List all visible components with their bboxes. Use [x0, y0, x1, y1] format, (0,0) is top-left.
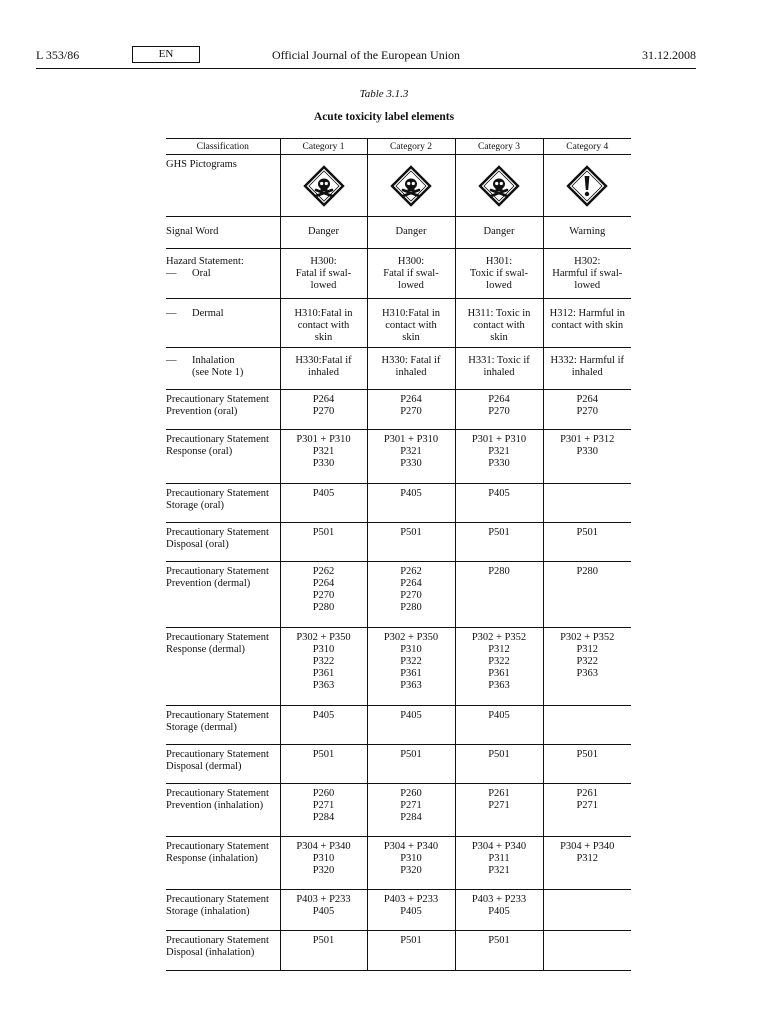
cell-line: P304 + P340 — [560, 841, 615, 852]
table-cell — [455, 562, 543, 628]
cell-line: P262 — [312, 566, 335, 577]
cell-line: P312 — [576, 853, 599, 864]
cell-line: P361 — [488, 668, 510, 679]
cell-line: P501 — [400, 935, 422, 946]
cell-line: P310 — [312, 853, 335, 864]
cell-line: H300: — [397, 256, 425, 267]
table-cell — [280, 484, 367, 523]
page-header — [36, 44, 696, 68]
cell-line: P304 + P340 — [296, 841, 351, 852]
cell-line: Prevention (inhalation) — [166, 800, 264, 811]
table-cell — [367, 562, 455, 628]
column-header: Category 2 — [367, 139, 455, 155]
table-cell — [280, 628, 367, 706]
cell-line: inhaled — [395, 367, 427, 378]
table-cell — [455, 784, 543, 837]
table-cell — [543, 784, 631, 837]
column-header: Classification — [166, 139, 280, 155]
row-label — [166, 628, 280, 706]
cell-line: P405 — [400, 906, 422, 917]
cell-line: P501 — [312, 527, 335, 538]
cell-line: P304 + P340 — [383, 841, 439, 852]
cell-line: Fatal if swal- — [295, 268, 352, 279]
table-cell — [367, 523, 455, 562]
cell-line: P270 — [576, 406, 599, 417]
cell-line: skin — [490, 332, 508, 343]
table-title: Acute toxicity label elements — [313, 111, 455, 123]
cell-line: P312 — [576, 644, 599, 655]
cell-line: H311: Toxic in — [467, 308, 531, 319]
cell-line: Precautionary Statement — [166, 527, 269, 538]
hazard-dermal-row — [166, 299, 631, 348]
table-cell: Warning — [543, 217, 631, 249]
cell-line: P405 — [400, 488, 422, 499]
table-cell — [455, 745, 543, 784]
cell-line: P321 — [312, 446, 335, 457]
cell-line: P363 — [576, 668, 599, 679]
cell-line: P262 — [400, 566, 422, 577]
cell-line: contact with skin — [551, 320, 624, 331]
dash: — — [166, 268, 177, 279]
table-cell — [455, 890, 543, 931]
cell-line: P403 + P233 — [471, 894, 527, 905]
precautionary-row — [166, 523, 631, 562]
cell-line: Storage (oral) — [166, 500, 225, 511]
cell-line: P320 — [400, 865, 422, 876]
row-label — [166, 745, 280, 784]
cell-line: P264 — [312, 394, 335, 405]
cell-line: H301: — [485, 256, 513, 267]
cell-line: P271 — [488, 800, 510, 811]
precautionary-row — [166, 931, 631, 971]
table-cell — [367, 299, 455, 348]
table-cell — [280, 931, 367, 971]
skull-crossbones-icon — [478, 165, 520, 207]
language-badge: EN — [132, 46, 200, 63]
table-cell — [367, 837, 455, 890]
cell-line: P405 — [400, 710, 422, 721]
cell-line: P312 — [488, 644, 510, 655]
table-cell — [367, 706, 455, 745]
cell-line: H330: Fatal if — [381, 355, 441, 366]
cell-line: P322 — [400, 656, 422, 667]
pictogram-cell — [455, 155, 543, 217]
cell-line: P405 — [312, 488, 335, 499]
table-cell — [280, 348, 367, 390]
row-label — [166, 430, 280, 484]
cell-line: P405 — [488, 710, 510, 721]
cell-line: Precautionary Statement — [166, 394, 269, 405]
cell-line: Prevention (dermal) — [166, 578, 251, 589]
cell-line: Precautionary Statement — [166, 566, 269, 577]
cell-line: P405 — [312, 906, 335, 917]
table-cell — [367, 628, 455, 706]
row-label: GHS Pictograms — [166, 155, 280, 217]
table-cell — [543, 931, 631, 971]
cell-line: P301 + P310 — [383, 434, 439, 445]
table-cell — [280, 784, 367, 837]
table-cell — [367, 890, 455, 931]
hazard-inhalation-row — [166, 348, 631, 390]
cell-line: H310:Fatal in — [381, 308, 441, 319]
table-number: Table 3.1.3 — [359, 88, 409, 100]
cell-line: P264 — [488, 394, 510, 405]
cell-line: Harmful if swal- — [552, 268, 623, 279]
cell-line: P301 + P310 — [296, 434, 351, 445]
cell-line: P270 — [488, 406, 510, 417]
journal-reference: L 353/86 — [36, 48, 80, 62]
table-cell — [367, 390, 455, 430]
cell-line: P260 — [400, 788, 422, 799]
publication-date: 31.12.2008 — [642, 48, 696, 62]
cell-line: P403 + P233 — [296, 894, 351, 905]
cell-line: Response (inhalation) — [166, 853, 258, 864]
cell-line: H310:Fatal in — [294, 308, 353, 319]
column-header: Category 1 — [280, 139, 367, 155]
cell-line: Precautionary Statement — [166, 632, 269, 643]
cell-line: P501 — [400, 749, 422, 760]
table-cell — [543, 430, 631, 484]
cell-line: lowed — [310, 280, 337, 291]
cell-line: P322 — [576, 656, 599, 667]
table-cell — [280, 890, 367, 931]
header-rule — [36, 68, 696, 69]
cell-line: P310 — [400, 853, 422, 864]
route-label: Inhalation — [192, 355, 235, 366]
precautionary-row — [166, 430, 631, 484]
table-cell — [280, 249, 367, 299]
table-cell — [367, 249, 455, 299]
row-label — [166, 390, 280, 430]
cell-line: P361 — [312, 668, 335, 679]
cell-line: P270 — [312, 406, 335, 417]
table-cell — [455, 249, 543, 299]
table-cell — [367, 745, 455, 784]
pictogram-cell — [367, 155, 455, 217]
cell-line: P501 — [488, 935, 510, 946]
row-label: Signal Word — [166, 217, 280, 249]
row-label — [166, 890, 280, 931]
table-cell — [543, 890, 631, 931]
column-header: Category 4 — [543, 139, 631, 155]
cell-line: P311 — [488, 853, 510, 864]
cell-line: inhaled — [483, 367, 515, 378]
cell-line: Disposal (dermal) — [166, 761, 242, 772]
route-label: Oral — [192, 268, 211, 279]
cell-line: P270 — [400, 406, 422, 417]
row-label — [166, 837, 280, 890]
cell-line: P320 — [312, 865, 335, 876]
table-cell — [280, 562, 367, 628]
precautionary-row — [166, 562, 631, 628]
table-cell — [280, 745, 367, 784]
pictogram-row — [166, 155, 631, 217]
table-cell — [455, 484, 543, 523]
cell-line: Precautionary Statement — [166, 749, 269, 760]
cell-line: P271 — [576, 800, 599, 811]
table-cell — [367, 931, 455, 971]
cell-line: P271 — [400, 800, 422, 811]
pictogram-cell — [543, 155, 631, 217]
table-cell — [543, 745, 631, 784]
row-label — [166, 784, 280, 837]
cell-line: P322 — [488, 656, 510, 667]
cell-line: P270 — [312, 590, 335, 601]
table-cell — [543, 249, 631, 299]
signal-word-row — [166, 217, 631, 249]
cell-line: P304 + P340 — [471, 841, 527, 852]
table-cell — [455, 706, 543, 745]
table-cell — [367, 784, 455, 837]
cell-line: P501 — [576, 527, 599, 538]
table-cell — [280, 523, 367, 562]
table-cell — [543, 390, 631, 430]
table-cell — [280, 390, 367, 430]
cell-line: P261 — [488, 788, 510, 799]
cell-line: P363 — [488, 680, 510, 691]
table-cell — [543, 562, 631, 628]
cell-line: lowed — [486, 280, 512, 291]
cell-line: lowed — [398, 280, 424, 291]
cell-line: P363 — [400, 680, 422, 691]
table-cell — [280, 299, 367, 348]
table-cell — [280, 430, 367, 484]
cell-line: Toxic if swal- — [469, 268, 529, 279]
cell-line: P284 — [312, 812, 335, 823]
cell-line: Disposal (inhalation) — [166, 947, 255, 958]
cell-line: P322 — [312, 656, 335, 667]
cell-line: P310 — [312, 644, 335, 655]
row-label — [166, 523, 280, 562]
cell-line: P363 — [312, 680, 335, 691]
cell-line: lowed — [574, 280, 601, 291]
precautionary-row — [166, 837, 631, 890]
hazard-oral-row — [166, 249, 631, 299]
cell-line: P260 — [312, 788, 335, 799]
cell-line: Response (dermal) — [166, 644, 246, 655]
cell-line: Storage (dermal) — [166, 722, 237, 733]
precautionary-row — [166, 628, 631, 706]
cell-line: Disposal (oral) — [166, 539, 229, 550]
cell-line: P264 — [576, 394, 599, 405]
dash: — — [166, 308, 177, 319]
row-label — [166, 706, 280, 745]
cell-line: Storage (inhalation) — [166, 906, 250, 917]
column-header: Category 3 — [455, 139, 543, 155]
cell-line: H302: — [574, 256, 601, 267]
route-label: Dermal — [192, 308, 224, 319]
cell-line: Precautionary Statement — [166, 788, 269, 799]
cell-line: Fatal if swal- — [383, 268, 439, 279]
skull-crossbones-icon — [390, 165, 432, 207]
cell-line: P405 — [312, 710, 335, 721]
cell-line: Precautionary Statement — [166, 710, 269, 721]
table-cell — [455, 390, 543, 430]
cell-line: P330 — [488, 458, 510, 469]
table-cell — [455, 837, 543, 890]
table-cell — [455, 430, 543, 484]
note-reference: (see Note 1) — [192, 367, 244, 378]
dash: — — [166, 355, 177, 366]
table-cell — [543, 348, 631, 390]
cell-line: H332: Harmful if — [550, 355, 624, 366]
cell-line: P302 + P350 — [296, 632, 351, 643]
precautionary-row — [166, 890, 631, 931]
cell-line: P403 + P233 — [383, 894, 439, 905]
row-label — [166, 348, 280, 390]
row-label — [166, 249, 280, 299]
pictogram-cell — [280, 155, 367, 217]
cell-line: P501 — [488, 527, 510, 538]
row-label — [166, 931, 280, 971]
cell-line: H300: — [310, 256, 337, 267]
cell-line: P264 — [400, 578, 422, 589]
journal-title: Official Journal of the European Union — [271, 48, 461, 62]
cell-line: P301 + P310 — [471, 434, 527, 445]
cell-line: contact with — [297, 320, 350, 331]
acute-toxicity-table — [166, 138, 631, 971]
cell-line: P301 + P312 — [560, 434, 615, 445]
row-label — [166, 484, 280, 523]
cell-line: P261 — [576, 788, 599, 799]
cell-line: Precautionary Statement — [166, 488, 269, 499]
table-cell — [367, 484, 455, 523]
cell-line: skin — [314, 332, 333, 343]
skull-crossbones-icon — [303, 165, 345, 207]
cell-line: P321 — [488, 865, 510, 876]
table-cell — [455, 348, 543, 390]
cell-line: P302 + P352 — [560, 632, 615, 643]
cell-line: P330 — [400, 458, 422, 469]
cell-line: H312: Harmful in — [549, 308, 625, 319]
cell-line: P280 — [488, 566, 510, 577]
cell-line: P280 — [312, 602, 335, 613]
cell-line: contact with — [473, 320, 525, 331]
cell-line: P271 — [312, 800, 335, 811]
hazard-statement-label: Hazard Statement: — [166, 256, 244, 267]
precautionary-row — [166, 706, 631, 745]
precautionary-row — [166, 390, 631, 430]
table-header-row — [166, 139, 631, 155]
cell-line: Precautionary Statement — [166, 935, 269, 946]
cell-line: P270 — [400, 590, 422, 601]
cell-line: P405 — [488, 488, 510, 499]
cell-line: contact with — [385, 320, 437, 331]
cell-line: P280 — [576, 566, 599, 577]
cell-line: H330:Fatal if — [295, 355, 352, 366]
cell-line: P302 + P350 — [383, 632, 439, 643]
cell-line: P405 — [488, 906, 510, 917]
cell-line: P330 — [312, 458, 335, 469]
cell-line: skin — [402, 332, 420, 343]
table-cell — [543, 837, 631, 890]
cell-line: P321 — [488, 446, 510, 457]
cell-line: P302 + P352 — [471, 632, 527, 643]
table-cell — [367, 348, 455, 390]
cell-line: Precautionary Statement — [166, 894, 269, 905]
table-cell — [543, 299, 631, 348]
table-cell — [543, 484, 631, 523]
table-cell — [455, 299, 543, 348]
table-cell — [455, 628, 543, 706]
cell-line: P361 — [400, 668, 422, 679]
precautionary-row — [166, 784, 631, 837]
cell-line: P330 — [576, 446, 599, 457]
cell-line: inhaled — [308, 367, 339, 378]
cell-line: P501 — [400, 527, 422, 538]
cell-line: P321 — [400, 446, 422, 457]
cell-line: P264 — [400, 394, 422, 405]
table-cell — [280, 837, 367, 890]
cell-line: P501 — [312, 935, 335, 946]
cell-line: Precautionary Statement — [166, 841, 269, 852]
cell-line: P501 — [488, 749, 510, 760]
table-cell — [455, 931, 543, 971]
exclamation-mark-icon — [566, 165, 608, 207]
table-cell — [367, 430, 455, 484]
precautionary-row — [166, 745, 631, 784]
cell-line: Response (oral) — [166, 446, 233, 457]
table-cell — [543, 706, 631, 745]
row-label — [166, 299, 280, 348]
cell-line: P310 — [400, 644, 422, 655]
cell-line: Prevention (oral) — [166, 406, 238, 417]
row-label — [166, 562, 280, 628]
table-cell: Danger — [455, 217, 543, 249]
cell-line: Precautionary Statement — [166, 434, 269, 445]
cell-line: P280 — [400, 602, 422, 613]
cell-line: inhaled — [571, 367, 603, 378]
cell-line: P501 — [312, 749, 335, 760]
cell-line: P501 — [576, 749, 599, 760]
table-cell: Danger — [367, 217, 455, 249]
table-cell — [543, 628, 631, 706]
table-cell — [280, 706, 367, 745]
cell-line: P264 — [312, 578, 335, 589]
table-cell: Danger — [280, 217, 367, 249]
table-cell — [543, 523, 631, 562]
cell-line: P284 — [400, 812, 422, 823]
cell-line: H331: Toxic if — [468, 355, 530, 366]
table-cell — [455, 523, 543, 562]
precautionary-row — [166, 484, 631, 523]
